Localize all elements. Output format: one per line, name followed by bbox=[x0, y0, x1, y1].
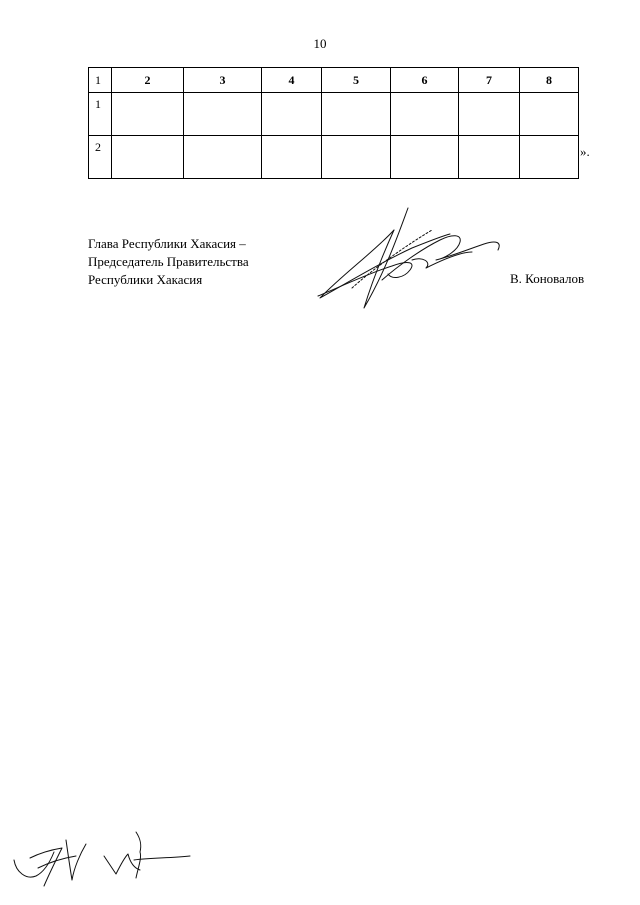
table-cell bbox=[112, 136, 184, 179]
handwritten-signature bbox=[312, 200, 507, 315]
signer-name: В. Коновалов bbox=[510, 271, 585, 286]
table-cell bbox=[520, 93, 579, 136]
closing-quote: ». bbox=[580, 144, 590, 159]
table-row bbox=[89, 93, 579, 136]
handwritten-initials bbox=[10, 828, 195, 893]
table-cell bbox=[459, 136, 520, 179]
column-header: 3 bbox=[184, 68, 262, 93]
column-header: 2 bbox=[112, 68, 184, 93]
table-cell bbox=[322, 93, 391, 136]
table-cell bbox=[112, 93, 184, 136]
column-header: 7 bbox=[459, 68, 520, 93]
table-cell bbox=[184, 136, 262, 179]
data-table bbox=[88, 67, 579, 179]
signatory-title bbox=[88, 235, 249, 289]
row-number: 2 bbox=[89, 136, 112, 179]
table-cell bbox=[391, 136, 459, 179]
page-number: 10 bbox=[313, 36, 327, 51]
signatory-title-line: Председатель Правительства bbox=[88, 254, 249, 269]
column-header: 5 bbox=[322, 68, 391, 93]
table-cell bbox=[520, 136, 579, 179]
column-header: 1 bbox=[89, 68, 112, 93]
column-header: 6 bbox=[391, 68, 459, 93]
column-header: 4 bbox=[262, 68, 322, 93]
table-cell bbox=[322, 136, 391, 179]
row-number: 1 bbox=[89, 93, 112, 136]
table-cell bbox=[262, 93, 322, 136]
column-header: 8 bbox=[520, 68, 579, 93]
table-cell bbox=[184, 93, 262, 136]
signatory-title-line: Глава Республики Хакасия – bbox=[88, 236, 246, 251]
table-cell bbox=[459, 93, 520, 136]
signatory-title-line: Республики Хакасия bbox=[88, 272, 203, 287]
table-header-row bbox=[89, 68, 579, 93]
table-cell bbox=[262, 136, 322, 179]
table-cell bbox=[391, 93, 459, 136]
table-row bbox=[89, 136, 579, 179]
